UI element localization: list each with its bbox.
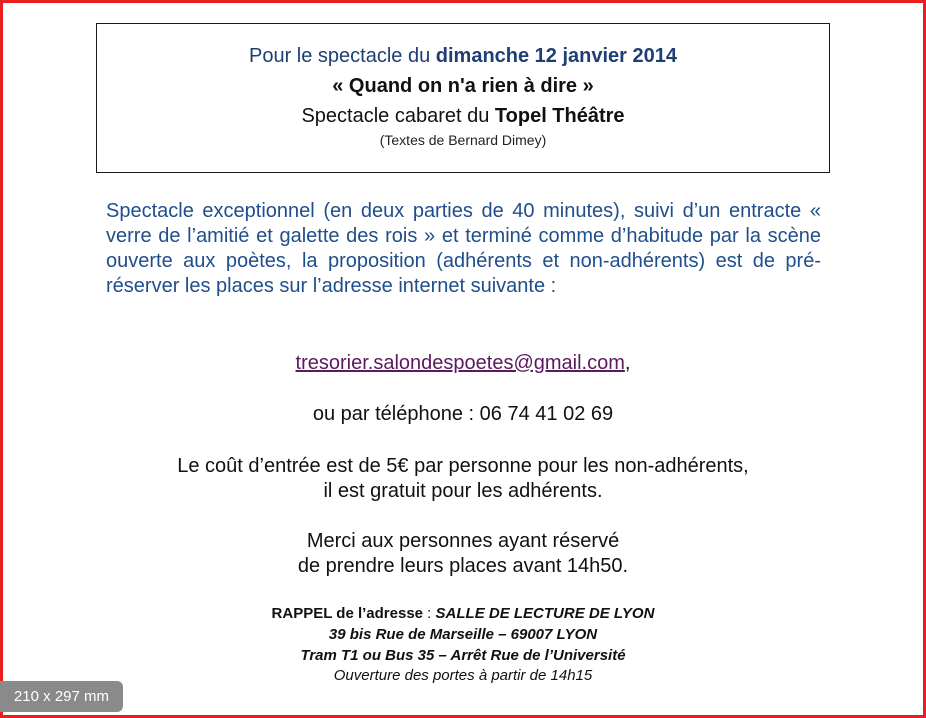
intro-paragraph: Spectacle exceptionnel (en deux parties de 40 minutes), suivi d’un entracte « verre de l’amitié et galette des rois » et terminé comme d’habitude par la scène ouverte aux poètes, la proposition (adhérents et non-adhérents) est de pré-réserver les places sur l’adresse internet suivante : <box>106 200 821 297</box>
page-size-badge: 210 x 297 mm <box>0 681 123 712</box>
event-date-line <box>97 45 829 68</box>
thanks-line-1: Merci aux personnes ayant réservé <box>306 530 620 552</box>
address-label: RAPPEL de l’adresse <box>271 605 424 622</box>
email-link[interactable]: tresorier.salondespoetes@gmail.com <box>295 352 625 374</box>
venue-name: SALLE DE LECTURE DE LYON <box>435 605 655 622</box>
event-date-prefix: Pour le spectacle du <box>248 45 436 67</box>
cost-line-2: il est gratuit pour les adhérents. <box>323 480 603 502</box>
phone-line: ou par téléphone : 06 74 41 02 69 <box>312 403 614 425</box>
street-address: 39 bis Rue de Marseille – 69007 LYON <box>328 626 598 643</box>
address-heading <box>0 604 926 624</box>
theatre-name: Topel Théâtre <box>494 105 625 127</box>
transport-info: Tram T1 ou Bus 35 – Arrêt Rue de l’Université <box>300 647 626 664</box>
show-author: (Textes de Bernard Dimey) <box>379 132 547 148</box>
event-header-box <box>96 23 830 173</box>
thanks-line-2: de prendre leurs places avant 14h50. <box>297 555 629 577</box>
show-title: « Quand on n'a rien à dire » <box>332 75 594 97</box>
cost-line-1: Le coût d’entrée est de 5€ par personne pour les non-adhérents, <box>177 455 749 477</box>
address-separator: : <box>423 605 436 622</box>
show-type-line <box>97 105 829 128</box>
email-suffix: , <box>624 352 631 374</box>
email-line <box>0 351 926 376</box>
event-date: dimanche 12 janvier 2014 <box>435 45 678 67</box>
show-type-prefix: Spectacle cabaret du <box>301 105 495 127</box>
opening-time: Ouverture des portes à partir de 14h15 <box>333 667 593 684</box>
